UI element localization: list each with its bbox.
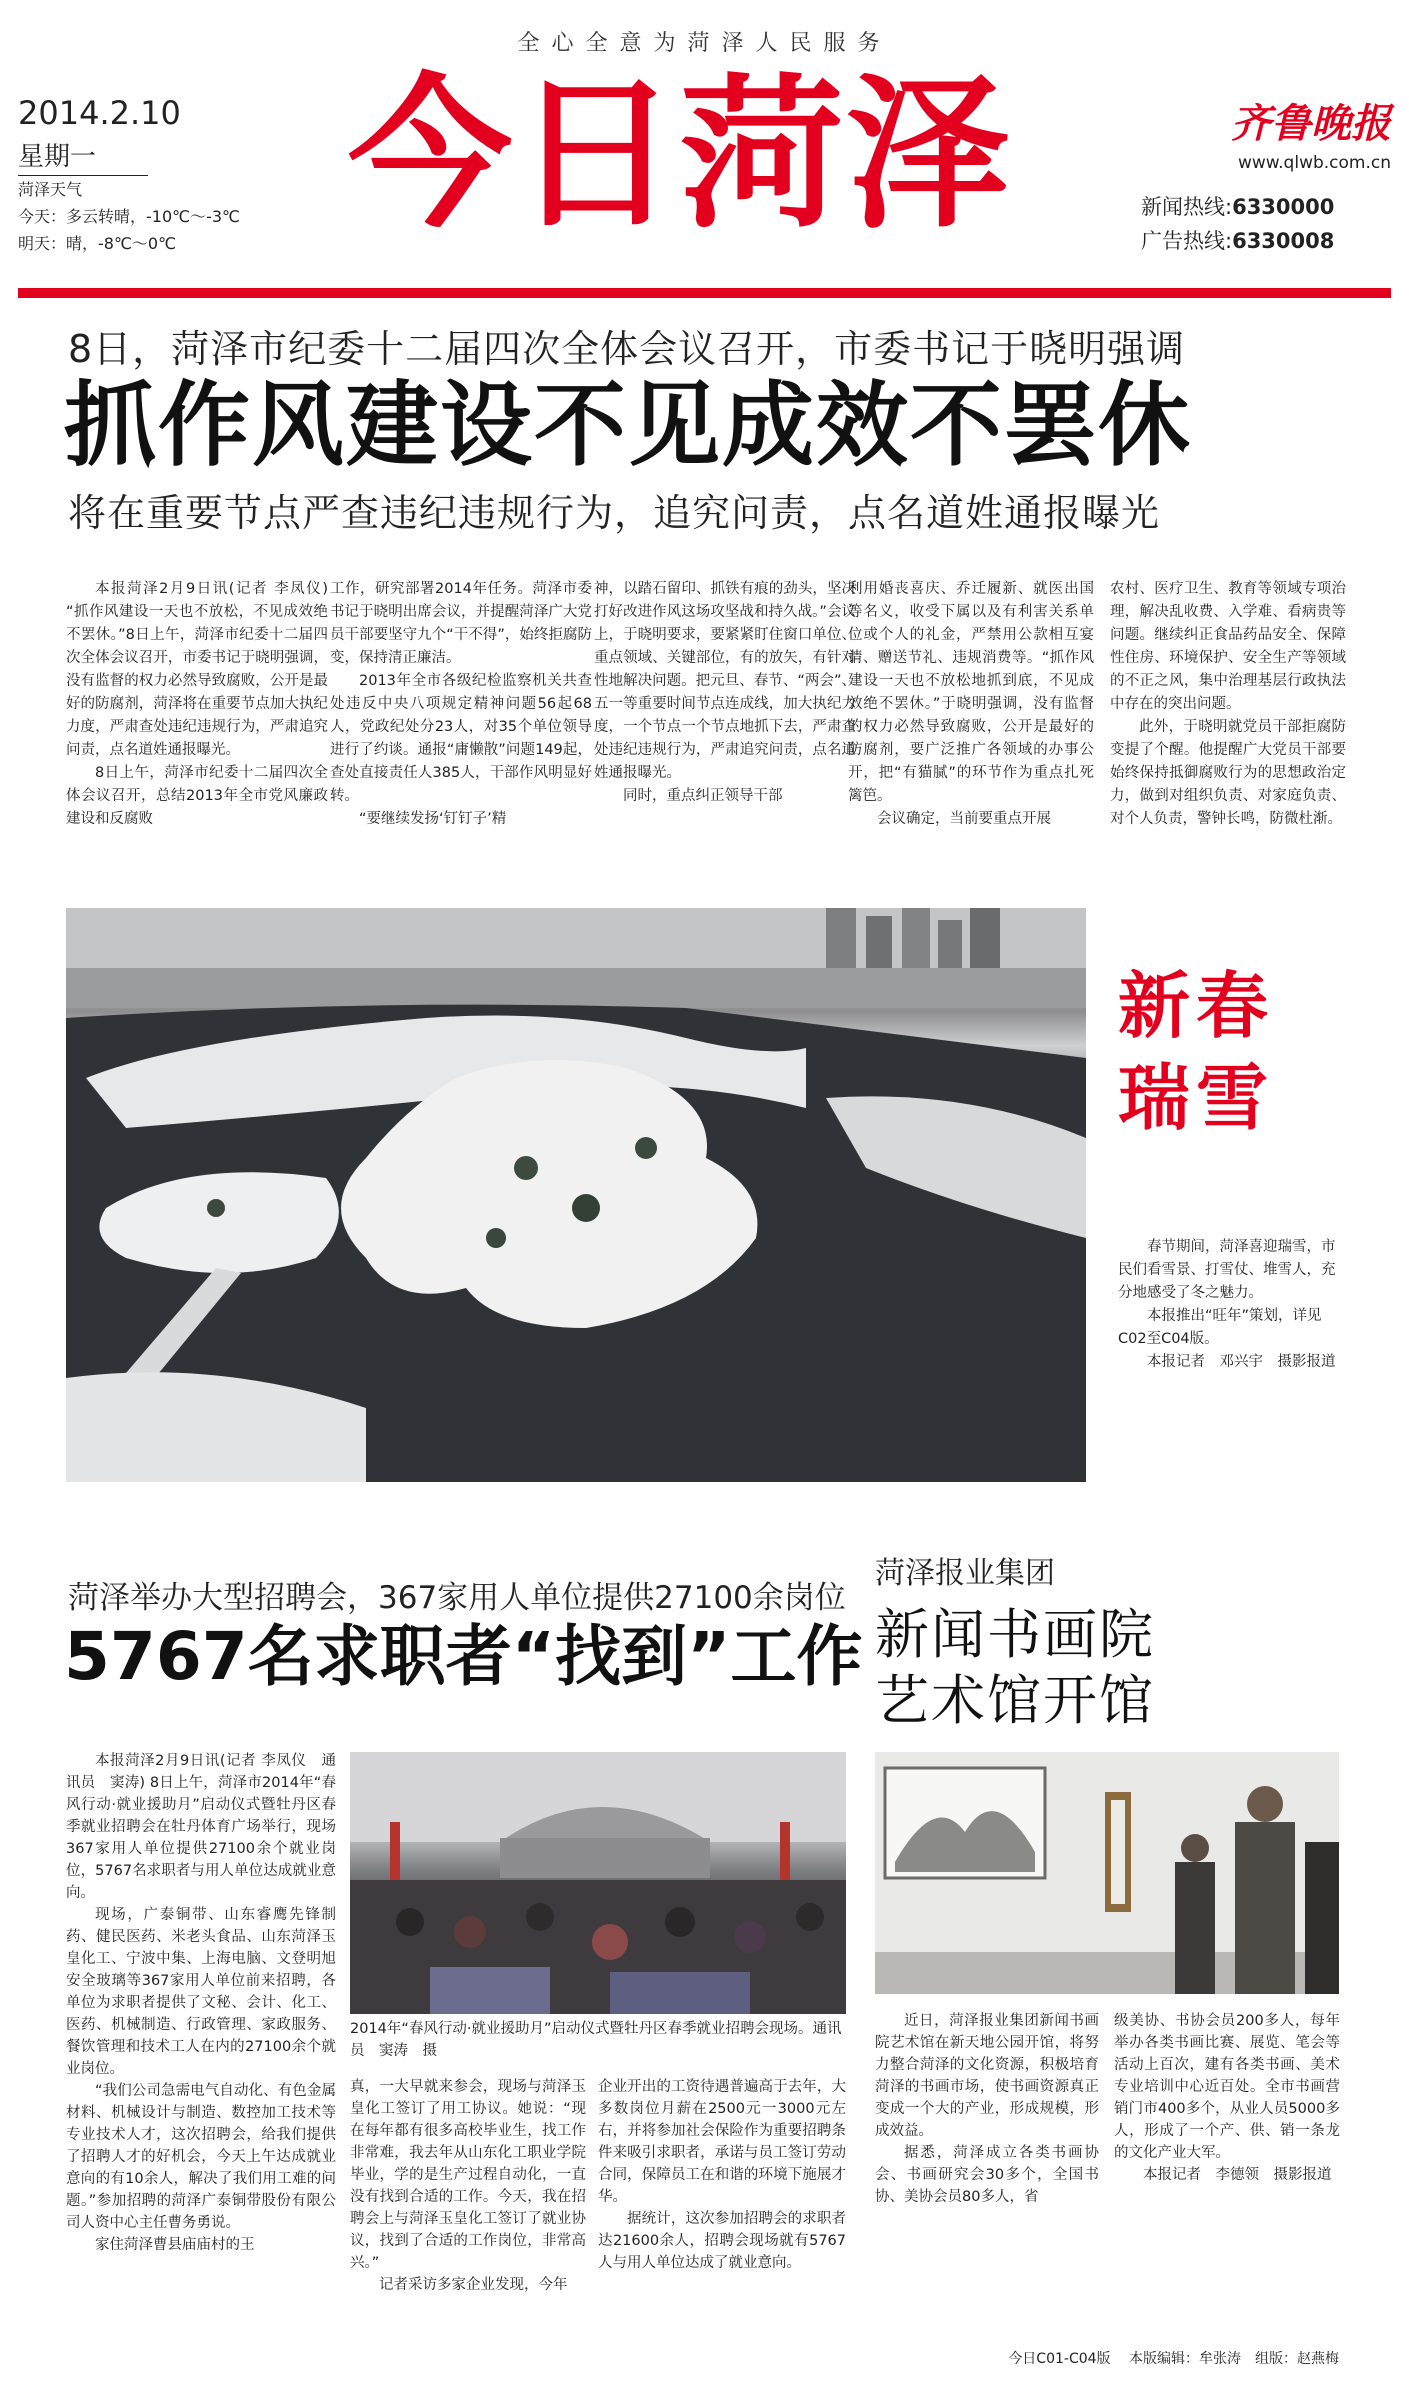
photo-feature-caption (1118, 1236, 1348, 1374)
photo-title-line: 新春 (1118, 963, 1275, 1048)
news-hotline (1141, 190, 1391, 224)
lead-column-4 (848, 578, 1094, 831)
art-gallery-photo (875, 1752, 1339, 1994)
header-divider (18, 288, 1391, 298)
lead-paragraph: 同时，重点纠正领导干部 (623, 788, 783, 804)
caption-text: 本报推出“旺年”策划，详见C02至C04版。 (1118, 1308, 1322, 1347)
art-headline (875, 1602, 1155, 1734)
art-credit: 本报记者 李德领 摄影报道 (1143, 2167, 1332, 2183)
art-headline-line: 艺术馆开馆 (875, 1669, 1155, 1732)
lead-column-2 (330, 578, 592, 831)
lead-paragraph: 本报菏泽2月9日讯(记者 李凤仪) “抓作风建设一天也不放松，不见成效绝不罢休。”8日上午，菏泽市纪委十二届四次全体会议召开，市委书记于晓明强调，没有监督的权力必然导致腐败，公开是最好的防腐剂，菏泽将在重要节点加大执纪力度，严肃查处违纪违规行为，严肃追究问责，点名道姓通报曝光。 (66, 581, 328, 758)
job-photo-caption: 2014年“春风行动·就业援助月”启动仪式暨牡丹区春季就业招聘会现场。通讯员 窦涛 摄 (350, 2021, 842, 2059)
lead-paragraph: 此外，于晓明就党员干部拒腐防变提了个醒。他提醒广大党员干部要始终保持抵御腐败行为的思想政治定力，做到对组织负责、对家庭负责、对个人负责，警钟长鸣，防微杜渐。 (1110, 719, 1346, 827)
job-paragraph: 现场，广泰铜带、山东睿鹰先锋制药、健民医药、米老头食品、山东菏泽玉皇化工、宁波中集、上海电脑、文登明旭安全玻璃等367家用人单位前来招聘，各单位为求职者提供了文秘、会计、化工、医药、机械制造、行政管理、家政服务、餐饮管理和技术工人在内的27100余个就业岗位。 (66, 1907, 336, 2077)
job-fair-illustration (350, 1752, 846, 2014)
art-gallery-illustration (875, 1752, 1339, 1994)
job-paragraph: “我们公司急需电气自动化、有色金属材料、机械设计与制造、数控加工技术等专业技术人才，这次招聘会，给我们提供了招聘人才的好机会，今天上午达成就业意向的有10余人，解决了我们用工难的问题。”参加招聘的菏泽广泰铜带股份有限公司人资中心主任曹务勇说。 (66, 2083, 336, 2231)
photo-feature-title (1118, 960, 1274, 1144)
slogan: 全心全意为菏泽人民服务 (517, 31, 892, 56)
ad-hotline-number: 6330008 (1232, 229, 1335, 253)
job-column-3 (598, 2076, 846, 2274)
job-headline: 5767名求职者“找到”工作 (64, 1618, 863, 1695)
lead-paragraph: 工作，研究部署2014年任务。菏泽市委书记于晓明出席会议，并提醒菏泽广大党员干部要坚守九个“干不得”，始终拒腐防变，保持清正廉洁。 (330, 581, 592, 666)
job-paragraph: 企业开出的工资待遇普遍高于去年，大多数岗位月薪在2500元一3000元左右，并将参加社会保险作为重要招聘条件来吸引求职者，承诺与员工签订劳动合同，保障员工在和谐的环境下施展才华。 (598, 2079, 846, 2205)
art-paragraph: 据悉，菏泽成立各类书画协会、书画研究会30多个，全国书协、美协会员80多人，省 (875, 2145, 1099, 2205)
snow-park-photo (66, 908, 1086, 1482)
job-kicker: 菏泽举办大型招聘会，367家用人单位提供27100余岗位 (68, 1580, 846, 1616)
news-hotline-label: 新闻热线: (1141, 195, 1233, 219)
ad-hotline (1141, 224, 1391, 258)
page-footer (1008, 2348, 1339, 2368)
lead-paragraph: “要继续发扬‘钉钉子’精 (359, 811, 507, 827)
weather-box (18, 176, 240, 257)
photo-title-line: 瑞雪 (1118, 1055, 1275, 1140)
art-kicker: 菏泽报业集团 (875, 1556, 1055, 1591)
lead-column-3 (594, 578, 856, 808)
brand-logo: 齐鲁晚报 (1231, 100, 1391, 147)
job-paragraph: 据统计，这次参加招聘会的求职者达21600余人，招聘会现场就有5767人与用人单位达成了就业意向。 (598, 2211, 846, 2271)
masthead: 今日菏泽 (347, 57, 1012, 250)
weekday: 星期一 (18, 136, 148, 176)
snow-park-illustration (66, 908, 1086, 1482)
footer-editor: 本版编辑：牟张涛 组版：赵燕梅 (1129, 2351, 1339, 2367)
job-paragraph: 本报菏泽2月9日讯(记者 李凤仪 通讯员 窦涛) 8日上午，菏泽市2014年“春风行动·就业援助月”启动仪式暨牡丹区春季就业招聘会在牡丹体育广场举行，现场367家用人单位提供27100余个就业岗位，5767名求职者与用人单位达成就业意向。 (66, 1753, 336, 1901)
footer-pages: 今日C01-C04版 (1008, 2351, 1111, 2367)
weather-tomorrow: 明天：晴，-8℃～0℃ (18, 234, 177, 253)
lead-paragraph: 神，以踏石留印、抓铁有痕的劲头，坚决打好改进作风这场攻坚战和持久战。”会议上，于晓明要求，要紧紧盯住窗口单位、重点领域、关键部位，有的放矢，有针对性地解决问题。把元旦、春节、“两会”、五一等重要时间节点连成线，加大执纪力度，一个节点一个节点地抓下去，严肃查处违纪违规行为，严肃追究问责，点名道姓通报曝光。 (594, 581, 856, 781)
news-hotline-number: 6330000 (1232, 195, 1335, 219)
job-paragraph: 真，一大早就来参会，现场与菏泽玉皇化工签订了用工协议。她说：“现在每年都有很多高校毕业生，找工作非常难，我去年从山东化工职业学院毕业，学的是生产过程自动化，一直没有找到合适的工作。今天，我在招聘会上与菏泽玉皇化工签订了就业协议，找到了合适的工作岗位，非常高兴。” (350, 2079, 586, 2271)
photo-credit: 本报记者 邓兴宇 摄影报道 (1147, 1354, 1336, 1370)
art-headline-line: 新闻书画院 (875, 1603, 1155, 1666)
lead-column-1 (66, 578, 328, 831)
lead-paragraph: 8日上午，菏泽市纪委十二届四次全体会议召开，总结2013年全市党风廉政建设和反腐败 (66, 765, 328, 827)
lead-paragraph: 利用婚丧喜庆、乔迁履新、就医出国等名义，收受下属以及有利害关系单位或个人的礼金，严禁用公款相互宴请、赠送节礼、违规消费等。“抓作风建设一天也不放松地抓到底，不见成效绝不罢休。”于晓明强调，没有监督的权力必然导致腐败，公开是最好的防腐剂，要广泛推广各领域的办事公开，把“有猫腻”的环节作为重点扎死篱笆。 (848, 581, 1094, 804)
ad-hotline-label: 广告热线: (1141, 229, 1233, 253)
lead-paragraph: 会议确定，当前要重点开展 (877, 811, 1051, 827)
brand-block (1151, 92, 1391, 173)
job-paragraph: 家住菏泽曹县庙庙村的王 (95, 2237, 255, 2253)
lead-paragraph: 2013年全市各级纪检监察机关共查处违反中央八项规定精神问题56起68人，党政纪处分23人，对35个单位领导进行了约谈。通报“庸懒散”问题149起，查处直接责任人385人，干部作风明显好转。 (330, 673, 592, 804)
job-fair-photo (350, 1752, 846, 2014)
art-paragraph: 级美协、书协会员200多人，每年举办各类书画比赛、展览、笔会等活动上百次，建有各类书画、美术专业培训中心近百处。全市书画营销门市400多个，从业人员5000多人，形成了一个产、供、销一条龙的文化产业大军。 (1114, 2013, 1340, 2161)
art-paragraph: 近日，菏泽报业集团新闻书画院艺术馆在新天地公园开馆，将努力整合菏泽的文化资源，积极培育菏泽的书画市场，使书画资源真正变成一个大的产业，形成规模，形成效益。 (875, 2013, 1099, 2139)
caption-text: 春节期间，菏泽喜迎瑞雪，市民们看雪景、打雪仗、堆雪人，充分地感受了冬之魅力。 (1118, 1239, 1336, 1301)
art-column-2 (1114, 2010, 1340, 2186)
lead-column-5 (1110, 578, 1346, 831)
hotlines (1141, 190, 1391, 258)
job-column-1 (66, 1750, 336, 2256)
lead-kicker: 8日，菏泽市纪委十二届四次全体会议召开，市委书记于晓明强调 (68, 327, 1186, 371)
lead-subhead: 将在重要节点严查违纪违规行为，追究问责，点名道姓通报曝光 (68, 491, 1161, 535)
issue-date: 2014.2.10 (18, 94, 181, 132)
lead-paragraph: 农村、医疗卫生、教育等领域专项治理，解决乱收费、入学难、看病贵等问题。继续纠正食品药品安全、保障性住房、环境保护、安全生产等领域的不正之风，集中治理基层行政执法中存在的突出问题。 (1110, 581, 1346, 712)
weather-title: 菏泽天气 (18, 180, 83, 199)
job-column-2 (350, 2076, 586, 2296)
brand-url: www.qlwb.com.cn (1238, 153, 1391, 173)
weather-today: 今天：多云转晴，-10℃～-3℃ (18, 207, 241, 226)
lead-headline: 抓作风建设不见成效不罢休 (64, 372, 1193, 479)
art-column-1 (875, 2010, 1099, 2208)
job-paragraph: 记者采访多家企业发现，今年 (379, 2277, 568, 2293)
